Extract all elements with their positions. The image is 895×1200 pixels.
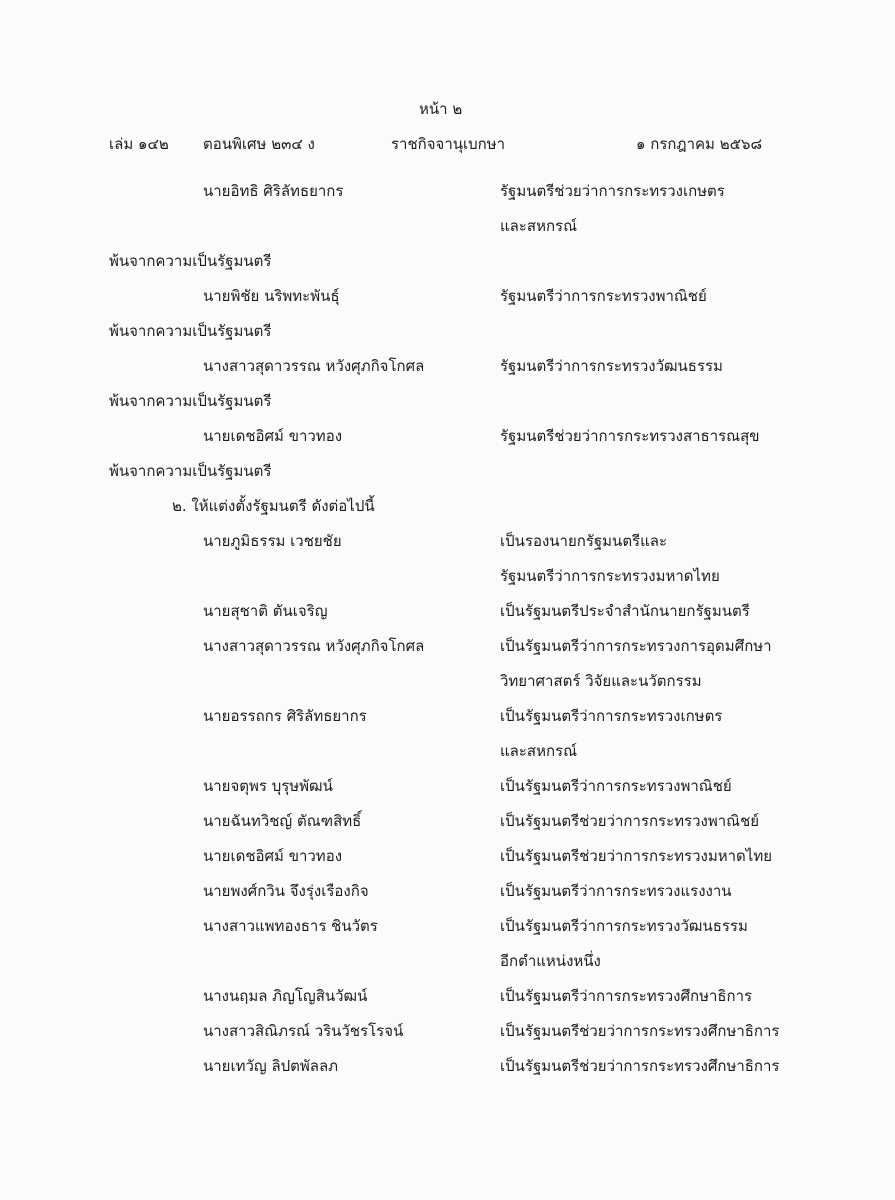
position-text: อีกตำแหน่งหนึ่ง <box>500 952 601 970</box>
section-heading: ๒. ให้แต่งตั้งรัฐมนตรี ดังต่อไปนี้ <box>172 497 375 515</box>
position-text: เป็นรัฐมนตรีว่าการกระทรวงแรงงาน <box>500 882 732 900</box>
removal-note: พ้นจากความเป็นรัฐมนตรี <box>109 392 272 410</box>
position-text: รัฐมนตรีช่วยว่าการกระทรวงเกษตร <box>500 182 725 200</box>
person-name: นายอรรถกร ศิริลัทธยากร <box>203 707 367 725</box>
position-text: รัฐมนตรีว่าการกระทรวงมหาดไทย <box>500 567 720 585</box>
person-name: นายเดชอิศม์ ขาวทอง <box>203 427 343 445</box>
section-label: ตอนพิเศษ ๒๓๔ ง <box>203 135 315 153</box>
position-text: เป็นรัฐมนตรีช่วยว่าการกระทรวงมหาดไทย <box>500 847 773 865</box>
person-name: นายอิทธิ ศิริลัทธยากร <box>203 182 344 200</box>
position-text: เป็นรัฐมนตรีช่วยว่าการกระทรวงพาณิชย์ <box>500 812 760 830</box>
volume-label: เล่ม ๑๔๒ <box>109 135 169 153</box>
person-name: นายพงศ์กวิน จึงรุ่งเรืองกิจ <box>203 882 369 900</box>
person-name: นายพิชัย นริพทะพันธุ์ <box>203 287 340 305</box>
removal-note: พ้นจากความเป็นรัฐมนตรี <box>109 322 272 340</box>
person-name: นางสาวสิณิภรณ์ วรินวัชรโรจน์ <box>203 1022 404 1040</box>
position-text: และสหกรณ์ <box>500 742 578 760</box>
position-text: วิทยาศาสตร์ วิจัยและนวัตกรรม <box>500 672 702 690</box>
person-name: นายเทวัญ ลิปตพัลลภ <box>203 1057 339 1075</box>
position-text: เป็นรองนายกรัฐมนตรีและ <box>500 532 668 550</box>
position-text: เป็นรัฐมนตรีช่วยว่าการกระทรวงศึกษาธิการ <box>500 1057 780 1075</box>
position-text: รัฐมนตรีว่าการกระทรวงวัฒนธรรม <box>500 357 723 375</box>
gazette-title: ราชกิจจานุเบกษา <box>391 135 506 153</box>
removal-note: พ้นจากความเป็นรัฐมนตรี <box>109 252 272 270</box>
page-number: หน้า ๒ <box>419 100 463 118</box>
position-text: เป็นรัฐมนตรีว่าการกระทรวงการอุดมศึกษา <box>500 637 772 655</box>
person-name: นางนฤมล ภิญโญสินวัฒน์ <box>203 987 368 1005</box>
position-text: เป็นรัฐมนตรีช่วยว่าการกระทรวงศึกษาธิการ <box>500 1022 780 1040</box>
position-text: รัฐมนตรีช่วยว่าการกระทรวงสาธารณสุข <box>500 427 760 445</box>
publication-date: ๑ กรกฎาคม ๒๕๖๘ <box>636 135 763 153</box>
position-text: เป็นรัฐมนตรีว่าการกระทรวงวัฒนธรรม <box>500 917 748 935</box>
person-name: นายเดชอิศม์ ขาวทอง <box>203 847 343 865</box>
person-name: นายภูมิธรรม เวชยชัย <box>203 532 342 550</box>
person-name: นางสาวสุดาวรรณ หวังศุภกิจโกศล <box>203 357 425 375</box>
position-text: เป็นรัฐมนตรีประจำสำนักนายกรัฐมนตรี <box>500 602 750 620</box>
position-text: เป็นรัฐมนตรีว่าการกระทรวงเกษตร <box>500 707 723 725</box>
person-name: นายจตุพร บุรุษพัฒน์ <box>203 777 333 795</box>
position-text: และสหกรณ์ <box>500 217 578 235</box>
position-text: เป็นรัฐมนตรีว่าการกระทรวงพาณิชย์ <box>500 777 732 795</box>
position-text: รัฐมนตรีว่าการกระทรวงพาณิชย์ <box>500 287 707 305</box>
person-name: นายฉันทวิชญ์ ตัณฑสิทธิ์ <box>203 812 362 830</box>
person-name: นายสุชาติ ตันเจริญ <box>203 602 328 620</box>
person-name: นางสาวแพทองธาร ชินวัตร <box>203 917 378 935</box>
removal-note: พ้นจากความเป็นรัฐมนตรี <box>109 462 272 480</box>
person-name: นางสาวสุดาวรรณ หวังศุภกิจโกศล <box>203 637 425 655</box>
position-text: เป็นรัฐมนตรีว่าการกระทรวงศึกษาธิการ <box>500 987 753 1005</box>
